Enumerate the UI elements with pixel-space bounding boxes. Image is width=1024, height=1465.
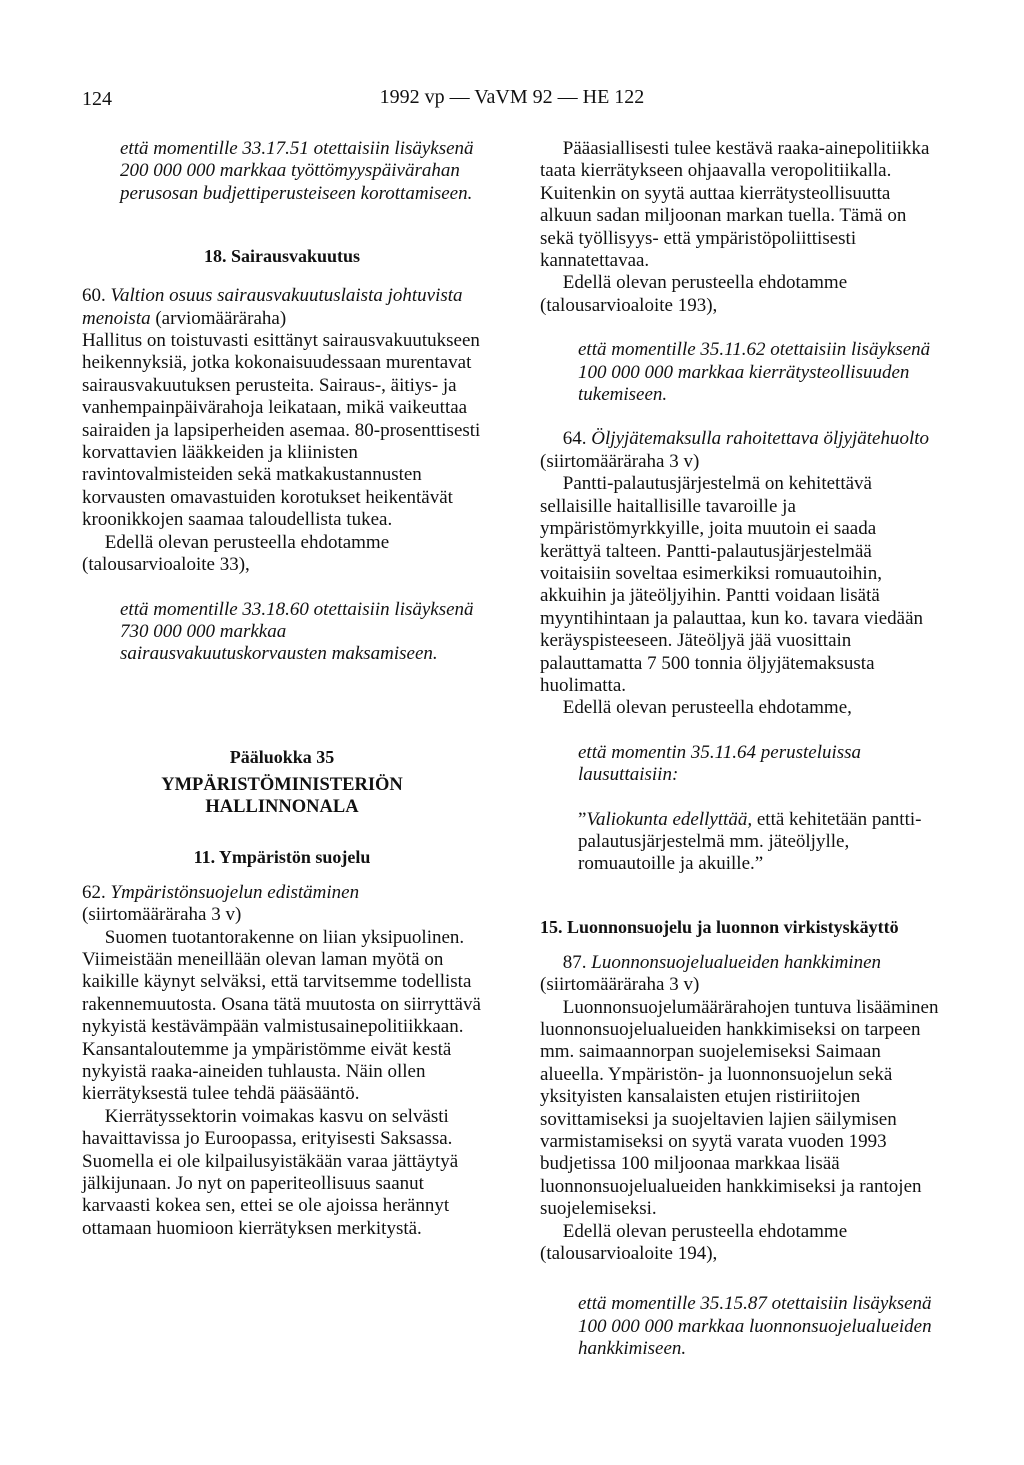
running-head: 1992 vp — VaVM 92 — HE 122 xyxy=(379,86,645,108)
item-62-heading: 62. Ympäristönsuojelun edistäminen (siirtomääräraha 3 v) xyxy=(82,881,360,926)
item-64-heading: 64. Öljyjätemaksulla rahoitettava öljyjätehuolto (siirtomääräraha 3 v) xyxy=(540,428,930,472)
item-64-paragraph: Pantti-palautusjärjestelmä on kehitettävä sellaisille haitallisille tavaroille ja ympäristömyrkkyille, joita muutoin ei saada kerättyä talteen. Pantti-palautusjärjestelmää voitaisiin soveltaa esimerkiksi romuautoihin, akkuihin ja jäteöljyihin. Pantti voidaan lisätä myyntihintaan ja palauttaa, kun ko. tavara viedään keräyspisteeseen. Jäteöljyä jää vuosittain palauttamatta 7 500 tonnia öljyjätemaksusta huolimatta. xyxy=(540,473,924,696)
item-62-paragraph-2: Kierrätyssektorin voimakas kasvu on selvästi havaittavissa jo Euroopassa, erityisesti Saksassa. Suomella ei ole kilpailusyistäkään varaa jättäytyä jälkijunaan. Jo nyt on paperiteollisuus saanut karvaasti kokea sen, ettei se ole ajoissa herännyt ottamaan huomioon kierrätyksen merkitystä. xyxy=(82,1105,459,1239)
proposal-35-11-64: että momentin 35.11.64 perusteluissa lausuttaisiin: xyxy=(578,741,862,786)
main-class-heading: Pääluokka 35 xyxy=(229,746,335,767)
committee-statement: ”Valiokunta edellyttää, että kehitetään pantti-palautusjärjestelmä mm. jäteöljylle, romuautoille ja akuille.” xyxy=(578,808,922,875)
item-87-motion: Edellä olevan perusteella ehdotamme (talousarvioaloite 194), xyxy=(540,1220,848,1265)
section-heading-18: 18. Sairausvakuutus xyxy=(203,246,361,267)
item-60-heading: 60. Valtion osuus sairausvakuutuslaista johtuvista menoista (arviomääräraha) xyxy=(82,285,463,329)
item-64-motion: Edellä olevan perusteella ehdotamme, xyxy=(562,697,852,719)
ministry-heading: YMPÄRISTÖMINISTERIÖN HALLINNONALA xyxy=(161,774,403,817)
proposal-33-17-51: että momentille 33.17.51 otettaisiin lisäyksenä 200 000 000 markkaa työttömyyspäivärahan perusosan budjettiperusteiseen korottamiseen. xyxy=(120,138,474,204)
item-87-paragraph: Luonnonsuojelumäärärahojen tuntuva lisääminen luonnonsuojelualueiden hankkimiseksi on tarpeen mm. saimaannorpan suojelemiseksi Saimaan alueella. Ympäristön- ja luonnonsuojelun sekä yksityisten kansalaisten etujen ristiriitojen sovittamiseksi ja suojeltavien lajien säilymisen varmistamiseksi on syytä varata vuoden 1993 budjetissa 100 miljoonaa markkaa lisää luonnonsuojelualueiden hankkimiseksi ja rantojen suojelemiseksi. xyxy=(540,996,939,1220)
item-60-motion: Edellä olevan perusteella ehdotamme (talousarvioaloite 33), xyxy=(82,531,390,576)
item-62-motion: Edellä olevan perusteella ehdotamme (talousarvioaloite 193), xyxy=(540,272,848,316)
item-60-paragraph: Hallitus on toistuvasti esittänyt sairausvakuutukseen heikennyksiä, jotka kokonaisuudessaan murentavat sairausvakuutuksen perusteita. Sairaus-, äitiys- ja vanhempainpäivärahoja leikataan, mikä vaikeuttaa sairaiden ja lapsiperheiden asemaa. 80-prosenttisesti korvattavien lääkkeiden ja kliinisten ravintovalmisteiden sekä matkakustannusten korvausten omavastuiden korotukset heikentävät kroonikkojen saamaa taloudellista tukea. xyxy=(82,330,481,531)
proposal-33-18-60: että momentille 33.18.60 otettaisiin lisäyksenä 730 000 000 markkaa sairausvakuutuskorvausten maksamiseen. xyxy=(120,598,474,665)
section-heading-15: 15. Luonnonsuojelu ja luonnon virkistyskäyttö xyxy=(540,916,899,937)
item-87-heading: 87. Luonnonsuojelualueiden hankkiminen (siirtomääräraha 3 v) xyxy=(540,951,882,996)
proposal-35-15-87: että momentille 35.15.87 otettaisiin lisäyksenä 100 000 000 markkaa luonnonsuojelualueiden hankkimiseen. xyxy=(578,1293,932,1360)
left-column xyxy=(82,138,482,1240)
item-62-paragraph-3: Pääasiallisesti tulee kestävä raaka-ainepolitiikka taata kierrätykseen ohjaavalla veropolitiikalla. Kuitenkin on syytä auttaa kierrätysteollisuutta alkuun sadan miljoonan markan tuella. Tämä on sekä työllisyys- että ympäristöpoliittisesti kannatettavaa. xyxy=(540,138,930,272)
proposal-35-11-62: että momentille 35.11.62 otettaisiin lisäyksenä 100 000 000 markkaa kierrätysteollisuuden tukemiseen. xyxy=(578,339,931,406)
item-62-paragraph-1: Suomen tuotantorakenne on liian yksipuolinen. Viimeistään meneillään olevan laman myötä on kaikille käynyt selväksi, että tarvitsemme todellista rakennemuutosta. Osana tätä muutosta on siirryttävä nykyistä kestävämpään valmistusainepolitiikkaan. Kansantaloutemme ja ympäristömme eivät kestä nykyistä raaka-aineiden tuhlausta. Näin ollen kierrätyksestä tulee tehdä pääsääntö. xyxy=(82,926,481,1105)
page-number: 124 xyxy=(82,88,112,110)
section-heading-11: 11. Ympäristön suojelu xyxy=(193,846,371,867)
right-column xyxy=(540,138,940,1361)
